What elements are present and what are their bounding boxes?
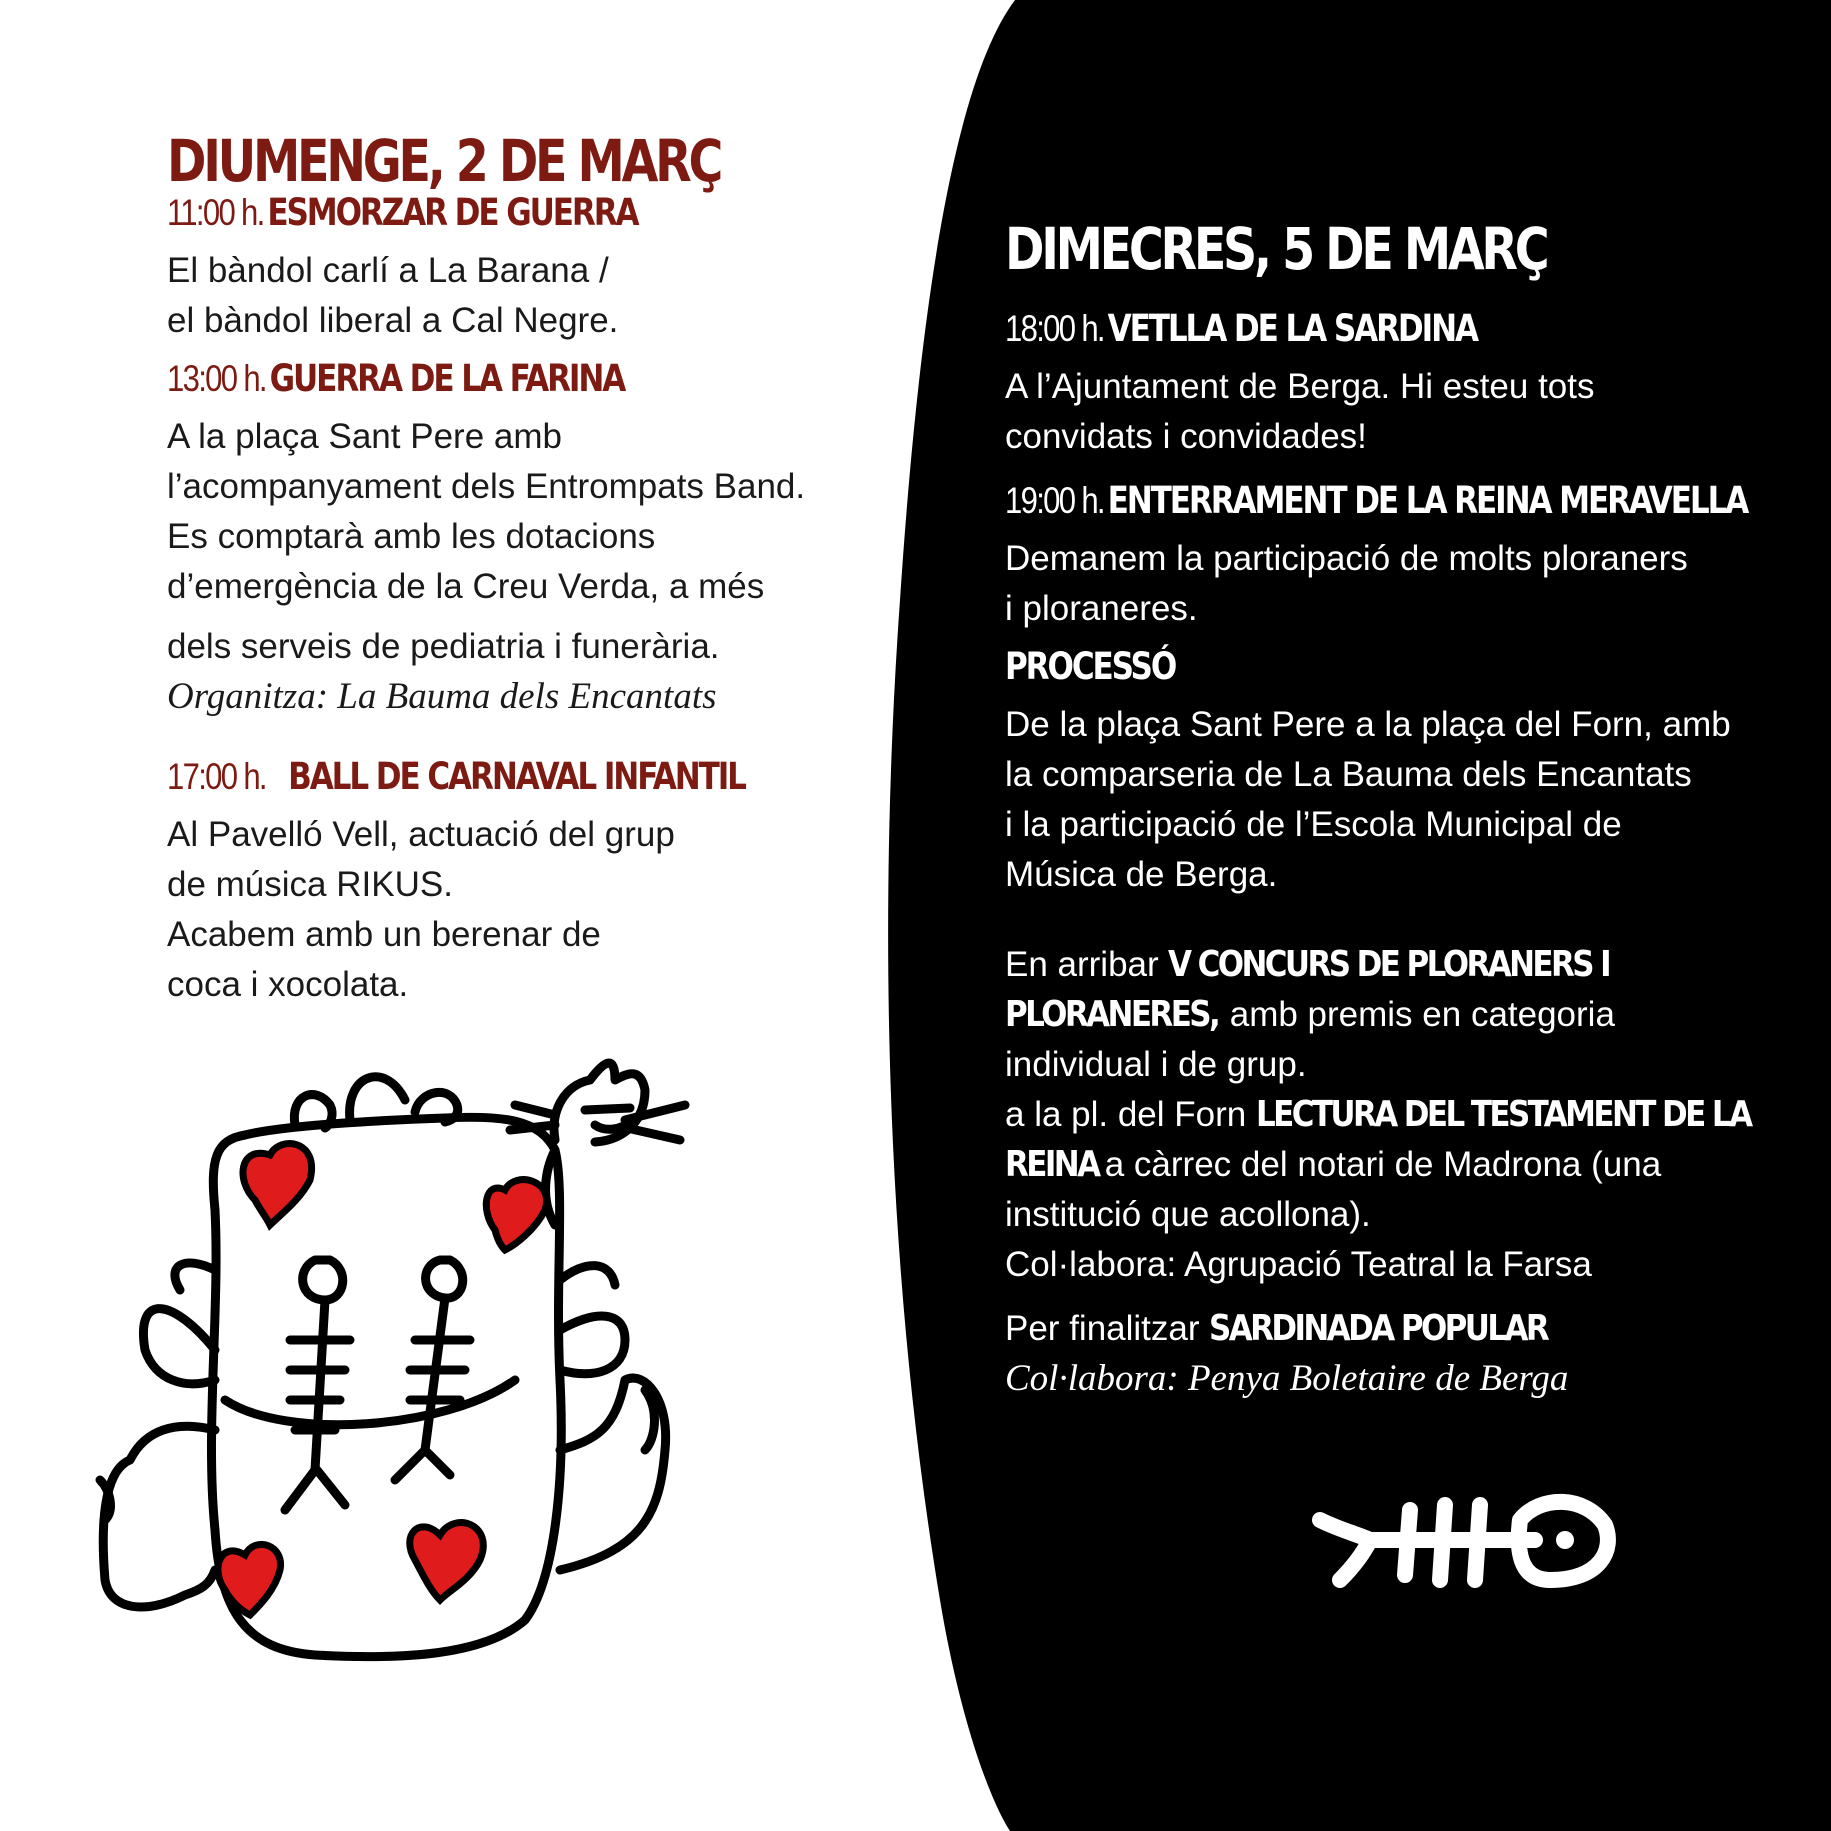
event-line: Acabem amb un berenar de bbox=[167, 915, 601, 954]
day-title-sunday: DIUMENGE, 2 DE MARÇ bbox=[167, 127, 721, 195]
concurs-block bbox=[1005, 940, 1805, 1290]
event-line: d’emergència de la Creu Verda, a més bbox=[167, 567, 765, 606]
event-esmorzar bbox=[167, 188, 887, 346]
event-name: ESMORZAR DE GUERRA bbox=[267, 191, 638, 234]
collaborator-note: Col·labora: Penya Boletaire de Berga bbox=[1005, 1358, 1569, 1399]
event-name: BALL DE CARNAVAL INFANTIL bbox=[288, 755, 745, 798]
event-line: El bàndol carlí a La Barana / bbox=[167, 251, 609, 290]
lectura-title: LECTURA DEL TESTAMENT DE LA bbox=[1255, 1094, 1751, 1135]
lectura-prefix: a la pl. del Forn bbox=[1005, 1095, 1247, 1134]
organizer-note: Organitza: La Bauma dels Encantats bbox=[167, 676, 717, 717]
event-line: l’acompanyament dels Entrompats Band. bbox=[167, 467, 806, 506]
event-time: 13:00 h. bbox=[167, 358, 266, 399]
event-time: 17:00 h. bbox=[167, 756, 266, 797]
event-line: i ploraneres. bbox=[1005, 589, 1198, 628]
event-line: Música de Berga. bbox=[1005, 855, 1278, 894]
event-line: el bàndol liberal a Cal Negre. bbox=[167, 301, 619, 340]
event-time: 19:00 h. bbox=[1005, 480, 1104, 521]
event-line: coca i xocolata. bbox=[167, 965, 409, 1004]
event-line: Demanem la participació de molts ploraners bbox=[1005, 539, 1688, 578]
concurs-prefix: En arribar bbox=[1005, 945, 1159, 984]
event-name: SARDINADA POPULAR bbox=[1209, 1308, 1548, 1349]
event-guerra-farina bbox=[167, 354, 887, 722]
event-processo bbox=[1005, 642, 1805, 900]
event-line: Es comptarà amb les dotacions bbox=[167, 517, 656, 556]
event-line: de música RIKUS. bbox=[167, 865, 453, 904]
concurs-text: individual i de grup. bbox=[1005, 1045, 1307, 1084]
event-line: Al Pavelló Vell, actuació del grup bbox=[167, 815, 675, 854]
concurs-title-cont: PLORANERES, bbox=[1005, 994, 1219, 1035]
sardinada-prefix: Per finalitzar bbox=[1005, 1309, 1200, 1348]
event-name: ENTERRAMENT DE LA REINA MERAVELLA bbox=[1107, 479, 1748, 522]
event-time: 18:00 h. bbox=[1005, 308, 1104, 349]
lectura-text: institució que acollona). bbox=[1005, 1195, 1371, 1234]
event-line: A l’Ajuntament de Berga. Hi esteu tots bbox=[1005, 367, 1595, 406]
left-column bbox=[167, 126, 887, 1010]
concurs-text: amb premis en categoria bbox=[1229, 995, 1615, 1034]
carnival-monster-drawing bbox=[85, 1050, 725, 1670]
event-enterrament bbox=[1005, 476, 1805, 634]
event-line: convidats i convidades! bbox=[1005, 417, 1367, 456]
event-ball-carnaval bbox=[167, 752, 887, 1010]
lectura-title-cont: REINA bbox=[1005, 1144, 1099, 1185]
lectura-text: a càrrec del notari de Madrona (una bbox=[1104, 1145, 1662, 1184]
event-line: A la plaça Sant Pere amb bbox=[167, 417, 562, 456]
event-name: VETLLA DE LA SARDINA bbox=[1107, 307, 1477, 350]
event-line: dels serveis de pediatria i funerària. bbox=[167, 627, 720, 666]
event-line: la comparseria de La Bauma dels Encantats bbox=[1005, 755, 1692, 794]
fish-skeleton-icon bbox=[1310, 1480, 1620, 1600]
collaborator-line: Col·labora: Agrupació Teatral la Farsa bbox=[1005, 1245, 1592, 1284]
concurs-title: V CONCURS DE PLORANERS I bbox=[1168, 944, 1610, 985]
event-line: De la plaça Sant Pere a la plaça del Forn, amb bbox=[1005, 705, 1731, 744]
event-vetlla bbox=[1005, 304, 1805, 462]
event-line: i la participació de l’Escola Municipal de bbox=[1005, 805, 1622, 844]
event-name: GUERRA DE LA FARINA bbox=[269, 357, 625, 400]
day-title-wednesday: DIMECRES, 5 DE MARÇ bbox=[1005, 215, 1547, 283]
event-time: 11:00 h. bbox=[167, 192, 264, 233]
event-sardinada bbox=[1005, 1304, 1805, 1404]
right-column bbox=[1005, 214, 1805, 1404]
event-name: PROCESSÓ bbox=[1005, 645, 1176, 688]
